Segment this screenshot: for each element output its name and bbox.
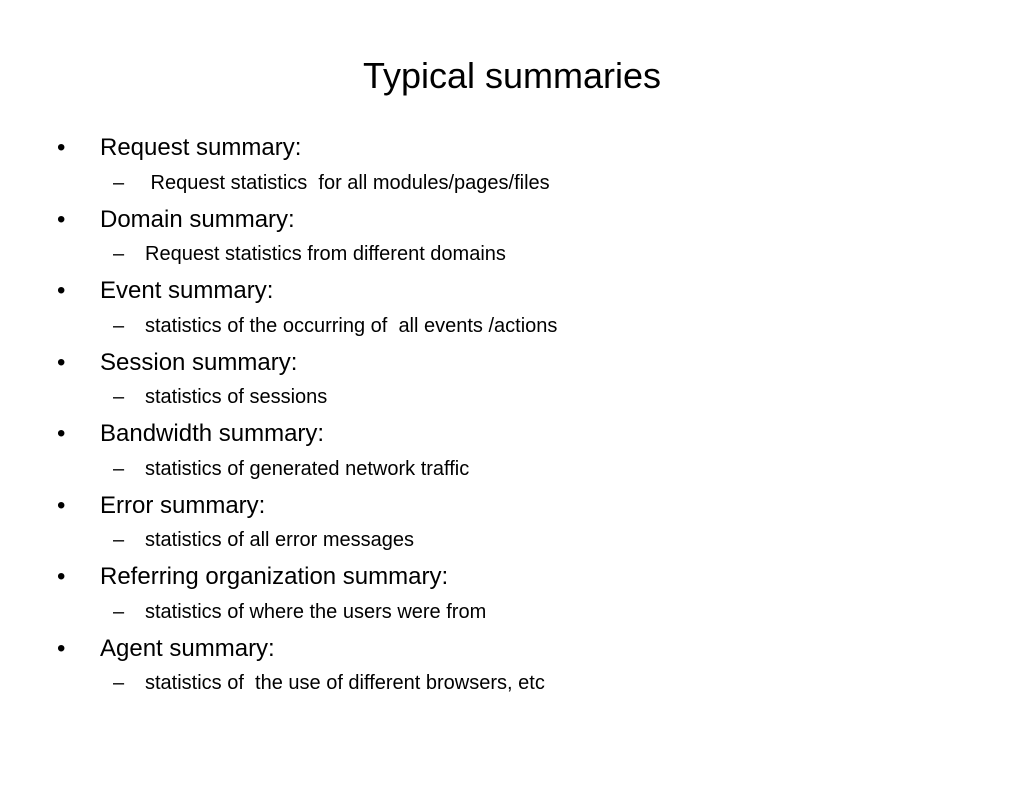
sub-bullet-text: statistics of the use of different browsers, etc — [145, 672, 545, 694]
bullet-item-session-summary — [57, 345, 997, 381]
bullet-heading: Event summary: — [100, 277, 274, 304]
bullet-icon: • — [57, 205, 66, 233]
sub-bullet-item — [57, 238, 997, 274]
bullet-icon: • — [57, 491, 66, 519]
bullet-icon: • — [57, 420, 66, 447]
bullet-icon: • — [57, 348, 66, 376]
bullet-item-event-summary — [57, 273, 997, 309]
sub-bullet-item — [57, 667, 997, 703]
sub-bullet-text: statistics of where the users were from — [145, 600, 487, 623]
sub-bullet-text: statistics of generated network traffic — [145, 457, 470, 480]
dash-icon: – — [113, 529, 125, 551]
bullet-icon: • — [57, 134, 66, 161]
dash-icon: – — [113, 386, 125, 408]
bullet-list — [57, 130, 997, 702]
slide-title: Typical summaries — [362, 55, 662, 96]
bullet-heading: Error summary: — [100, 491, 266, 519]
sub-bullet-item — [57, 452, 997, 488]
sub-bullet-item — [57, 595, 997, 631]
bullet-heading: Domain summary: — [100, 205, 295, 233]
bullet-heading: Referring organization summary: — [100, 563, 449, 590]
dash-icon: – — [113, 457, 125, 480]
sub-bullet-item — [57, 524, 997, 560]
bullet-heading: Agent summary: — [100, 634, 275, 662]
bullet-heading: Request summary: — [100, 134, 302, 161]
sub-bullet-item — [57, 166, 997, 202]
bullet-item-agent-summary — [57, 631, 997, 667]
sub-bullet-text: Request statistics from different domains — [145, 243, 506, 265]
dash-icon: – — [113, 672, 125, 694]
bullet-icon: • — [57, 634, 66, 662]
bullet-item-request-summary — [57, 130, 997, 166]
bullet-item-referring-organization-summary — [57, 559, 997, 595]
sub-bullet-text: statistics of sessions — [145, 386, 328, 408]
sub-bullet-item — [57, 381, 997, 417]
bullet-icon: • — [57, 277, 66, 304]
dash-icon: – — [113, 314, 125, 337]
bullet-item-error-summary — [57, 488, 997, 524]
sub-bullet-item — [57, 309, 997, 345]
bullet-heading: Session summary: — [100, 348, 298, 376]
dash-icon: – — [113, 171, 125, 194]
dash-icon: – — [113, 600, 125, 623]
dash-icon: – — [113, 243, 125, 265]
bullet-heading: Bandwidth summary: — [100, 420, 325, 447]
sub-bullet-text: statistics of all error messages — [145, 529, 414, 551]
bullet-icon: • — [57, 563, 66, 590]
sub-bullet-text: statistics of the occurring of all events /actions — [145, 314, 558, 337]
sub-bullet-text: Request statistics for all modules/pages/files — [145, 171, 550, 194]
bullet-item-domain-summary — [57, 202, 997, 238]
bullet-item-bandwidth-summary — [57, 416, 997, 452]
